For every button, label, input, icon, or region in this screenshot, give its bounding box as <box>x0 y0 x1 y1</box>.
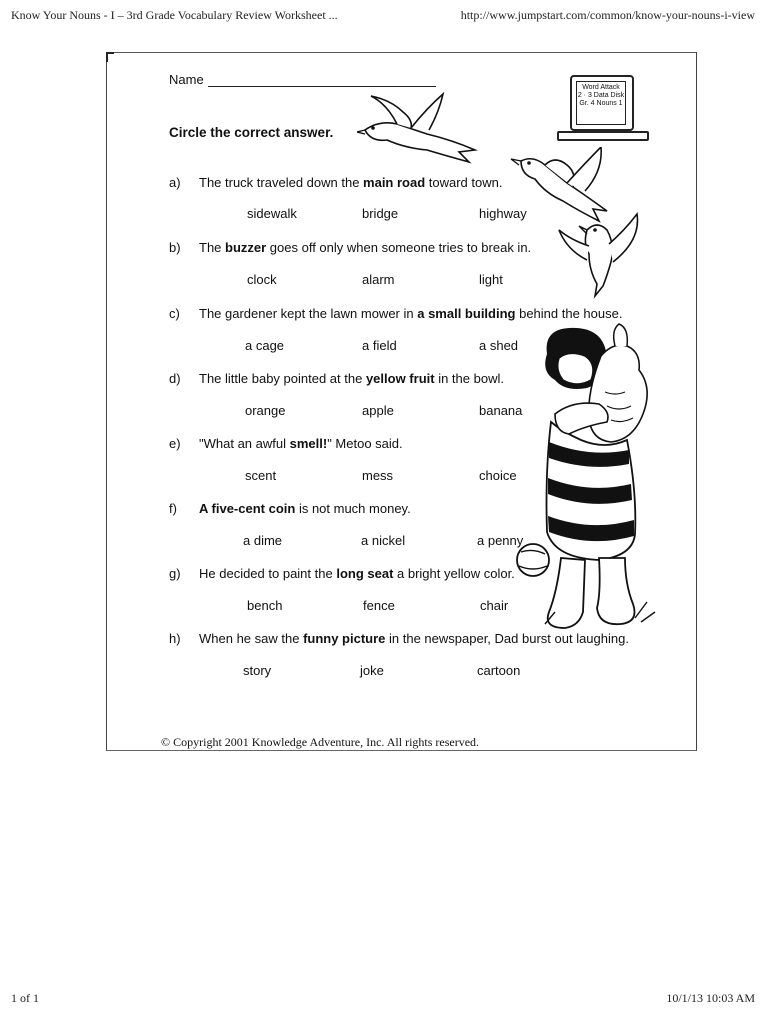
question-letter: a) <box>169 175 181 190</box>
flying-bird-icon <box>357 90 487 170</box>
answer-option[interactable]: light <box>479 272 503 287</box>
print-timestamp: 10/1/13 10:03 AM <box>666 991 755 1005</box>
question-letter: f) <box>169 501 177 516</box>
answer-option[interactable]: bench <box>247 598 283 613</box>
answer-option[interactable]: choice <box>479 468 517 483</box>
question-c <box>169 306 622 321</box>
question-text-before: The little baby pointed at the <box>199 371 366 386</box>
badge-line-3: Gr. 4 Nouns 1 <box>579 100 623 107</box>
question-keyword: long seat <box>336 566 394 581</box>
answer-option[interactable]: fence <box>363 598 395 613</box>
answer-option[interactable]: apple <box>362 403 394 418</box>
question-keyword: funny picture <box>303 631 386 646</box>
answer-option[interactable]: orange <box>245 403 286 418</box>
question-keyword: main road <box>363 175 426 190</box>
question-text-after: " Metoo said. <box>327 436 403 451</box>
question-text-after: toward town. <box>425 175 503 190</box>
answer-option[interactable]: sidewalk <box>247 206 297 221</box>
name-blank-line <box>208 74 436 87</box>
child-hugging-cat-icon <box>515 322 665 632</box>
question-letter: d) <box>169 371 181 386</box>
instruction-text: Circle the correct answer. <box>169 125 334 140</box>
question-b <box>169 240 531 255</box>
question-keyword: A five-cent coin <box>199 501 296 516</box>
question-g <box>169 566 515 581</box>
question-letter: c) <box>169 306 180 321</box>
question-f <box>169 501 411 516</box>
question-text-after: a bright yellow color. <box>393 566 515 581</box>
answer-option[interactable]: highway <box>479 206 527 221</box>
computer-badge-screen <box>576 81 626 125</box>
answer-option[interactable]: story <box>243 663 272 678</box>
answer-option[interactable]: alarm <box>362 272 395 287</box>
question-text-after: is not much money. <box>295 501 411 516</box>
answer-option[interactable]: a cage <box>245 338 285 353</box>
question-text-after: in the newspaper, Dad burst out laughing. <box>385 631 629 646</box>
answer-option[interactable]: joke <box>360 663 384 678</box>
worksheet-top-border <box>107 52 696 53</box>
question-d <box>169 371 504 386</box>
badge-line-1: Word Attack <box>582 84 620 91</box>
question-letter: h) <box>169 631 181 646</box>
question-text-before: The <box>199 240 226 255</box>
answer-option[interactable]: mess <box>362 468 394 483</box>
question-letter: e) <box>169 436 181 451</box>
answer-option[interactable]: bridge <box>362 206 399 221</box>
flying-bird-icon <box>557 210 647 302</box>
computer-keyboard-icon <box>557 131 649 141</box>
question-keyword: a small building <box>417 306 516 321</box>
question-text-before: The gardener kept the lawn mower in <box>199 306 418 321</box>
answer-option[interactable]: a nickel <box>361 533 406 548</box>
computer-badge-icon <box>570 75 634 131</box>
corner-mark <box>106 52 114 62</box>
question-text-before: "What an awful <box>199 436 290 451</box>
page-url: http://www.jumpstart.com/common/know-your-nouns-i-view <box>460 8 755 22</box>
answer-option[interactable]: scent <box>245 468 277 483</box>
answer-option[interactable]: banana <box>479 403 523 418</box>
answer-option[interactable]: clock <box>247 272 277 287</box>
question-e <box>169 436 403 451</box>
name-label: Name <box>169 72 204 87</box>
answer-option[interactable]: cartoon <box>477 663 521 678</box>
question-letter: b) <box>169 240 181 255</box>
badge-line-2: 2 · 3 Data Disk <box>577 92 625 99</box>
question-text-before: When he saw the <box>199 631 304 646</box>
name-field <box>169 72 436 87</box>
answer-option[interactable]: a shed <box>479 338 519 353</box>
answer-option[interactable]: a dime <box>243 533 283 548</box>
question-text-after: behind the house. <box>515 306 623 321</box>
answer-option[interactable]: chair <box>480 598 509 613</box>
question-text-before: He decided to paint the <box>199 566 337 581</box>
question-keyword: yellow fruit <box>365 371 435 386</box>
question-keyword: buzzer <box>225 240 267 255</box>
question-text-after: in the bowl. <box>434 371 504 386</box>
question-keyword: smell! <box>289 436 328 451</box>
answer-option[interactable]: a field <box>362 338 397 353</box>
question-text-before: The truck traveled down the <box>199 175 364 190</box>
worksheet <box>106 52 697 751</box>
question-letter: g) <box>169 566 181 581</box>
question-text-after: goes off only when someone tries to break in. <box>266 240 532 255</box>
question-h <box>169 631 629 646</box>
copyright-notice: © Copyright 2001 Knowledge Adventure, Inc. All rights reserved. <box>161 735 480 749</box>
question-a <box>169 175 502 190</box>
page-title: Know Your Nouns - I – 3rd Grade Vocabulary Review Worksheet ... <box>11 8 338 22</box>
answer-option[interactable]: a penny <box>477 533 524 548</box>
page-count: 1 of 1 <box>11 991 39 1005</box>
